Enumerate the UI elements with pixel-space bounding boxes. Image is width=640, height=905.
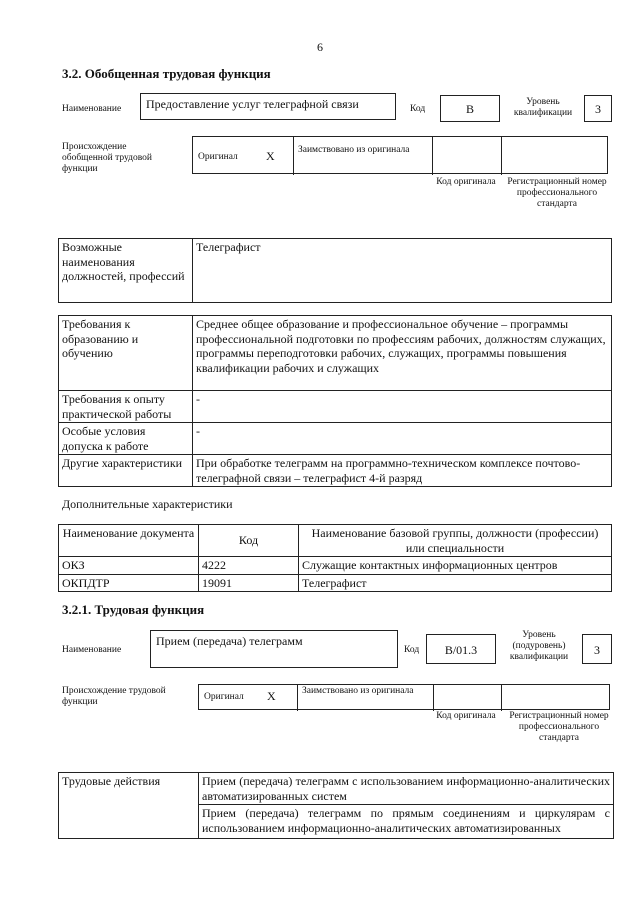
function-borrowed-label: Заимствовано из оригинала — [302, 686, 414, 696]
cell-code: 19091 — [199, 574, 299, 592]
function-title: 3.2.1. Трудовая функция — [62, 602, 205, 617]
function-level-value: 3 — [582, 634, 612, 664]
cell-group: Служащие контактных информационных центров — [299, 557, 612, 575]
table-row — [59, 557, 612, 575]
function-code-original-label: Код оригинала — [436, 711, 496, 721]
function-code-value: B/01.3 — [426, 634, 496, 664]
additional-table — [58, 524, 612, 592]
req-admission-value: - — [193, 423, 612, 455]
req-experience-label: Требования к опыту практической работы — [59, 391, 193, 423]
positions-table — [58, 238, 612, 303]
borrowed-label: Заимствовано из оригинала — [298, 145, 410, 155]
requirements-table — [58, 315, 612, 487]
actions-label: Трудовые действия — [59, 773, 199, 839]
cell-document: ОКЗ — [59, 557, 199, 575]
code-value: B — [440, 95, 500, 122]
header-group: Наименование базовой группы, должности (профессии) или специальности — [299, 525, 612, 557]
req-other-label: Другие характеристики — [59, 455, 193, 487]
req-education-value: Среднее общее образование и профессиональное обучение – программы профессиональной подготовки по профессиям рабочих, должностям служащих, программы переподготовки рабочих, служащих, программы повышения квалификации рабочих и служащих — [193, 316, 612, 391]
req-education-label: Требования к образованию и обучению — [59, 316, 193, 391]
original-mark: X — [266, 149, 275, 163]
req-other-value: При обработке телеграмм на программно-техническом комплексе почтово-телеграфной связи – телеграфист 4-й разряд — [193, 455, 612, 487]
level-label: Уровень квалификации — [513, 97, 573, 118]
name-value: Предоставление услуг телеграфной связи — [140, 93, 396, 120]
positions-value: Телеграфист — [193, 239, 612, 303]
function-name-value: Прием (передача) телеграмм — [150, 630, 398, 668]
positions-label: Возможные наименования должностей, профессий — [59, 239, 193, 303]
reg-number-label: Регистрационный номер профессионального стандарта — [507, 177, 607, 209]
cell-document: ОКПДТР — [59, 574, 199, 592]
cell-group: Телеграфист — [299, 574, 612, 592]
function-code-label: Код — [404, 645, 420, 655]
section-title: 3.2. Обобщенная трудовая функция — [62, 66, 271, 81]
req-experience-value: - — [193, 391, 612, 423]
function-level-label: Уровень (подуровень) квалификации — [509, 630, 569, 662]
header-document: Наименование документа — [59, 525, 199, 557]
function-name-label: Наименование — [62, 645, 122, 655]
header-code: Код — [199, 525, 299, 557]
table-row — [59, 574, 612, 592]
cell-code: 4222 — [199, 557, 299, 575]
code-label: Код — [410, 104, 426, 114]
action-item: Прием (передача) телеграмм по прямым соединениям и циркулярам с использованием информационно-аналитических автоматизированных — [199, 805, 614, 839]
function-reg-number-label: Регистрационный номер профессионального стандарта — [509, 711, 609, 743]
level-value: 3 — [584, 95, 612, 122]
code-original-label: Код оригинала — [436, 177, 496, 187]
function-origin-label: Происхождение трудовой функции — [62, 686, 166, 707]
action-item: Прием (передача) телеграмм с использованием информационно-аналитических автоматизированных систем — [199, 773, 614, 805]
function-original-mark: X — [267, 689, 276, 703]
actions-table — [58, 772, 614, 839]
name-label: Наименование — [62, 104, 122, 114]
original-label: Оригинал — [198, 152, 238, 162]
function-original-label: Оригинал — [204, 692, 244, 702]
page-number: 6 — [317, 40, 323, 54]
req-admission-label: Особые условия допуска к работе — [59, 423, 193, 455]
additional-title: Дополнительные характеристики — [62, 497, 233, 511]
origin-label: Происхождение обобщенной трудовой функции — [62, 142, 152, 174]
